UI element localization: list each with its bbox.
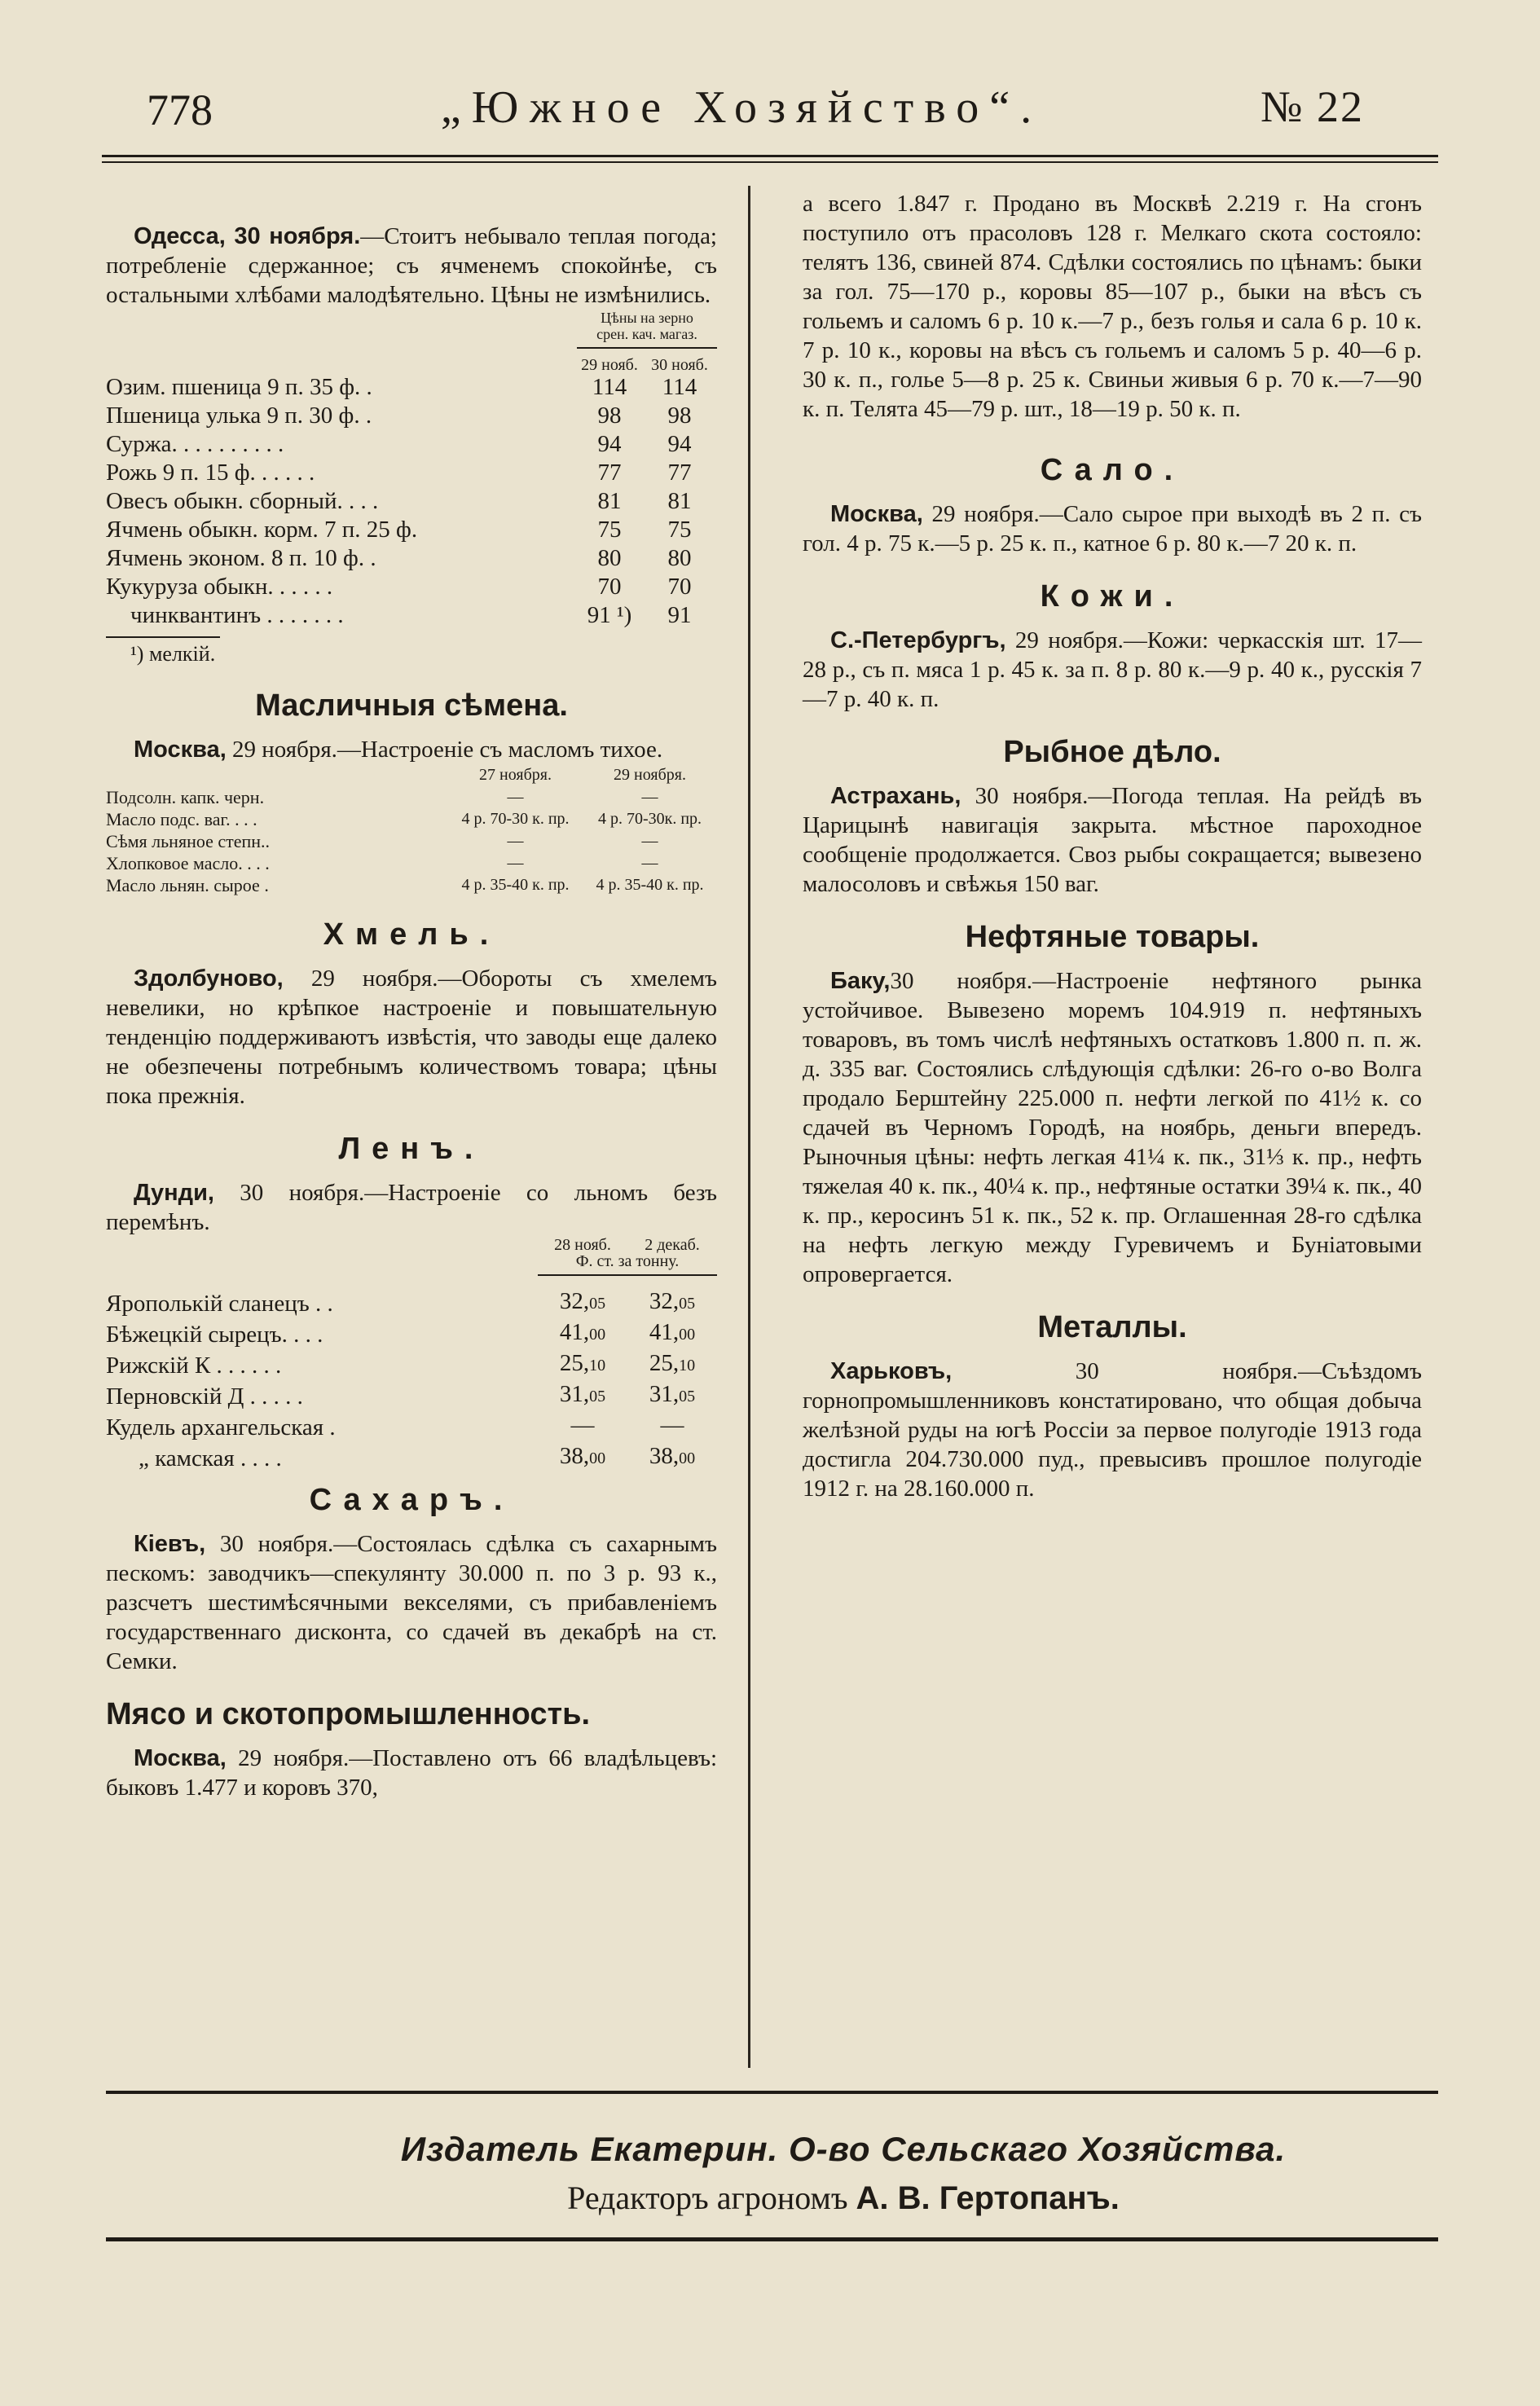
- table-row: Хлопковое масло. . . . — —: [106, 853, 658, 873]
- table-row: Ячмень обыкн. корм. 7 п. 25 ф. 75 75: [106, 517, 692, 543]
- table-row: Перновскій Д . . . . . 31,05 31,05: [106, 1381, 696, 1410]
- table-row: Ярополькій сланецъ . . 32,05 32,05: [106, 1288, 696, 1317]
- footnote-rule: [106, 636, 220, 638]
- heading-sugar: Сахаръ.: [309, 1483, 514, 1517]
- left-column: [106, 189, 717, 1802]
- odessa-col-caption-1: Цѣны на зерно: [601, 310, 693, 326]
- journal-title: „Южное Хозяйство“.: [440, 82, 1043, 133]
- header-rule-top: [102, 155, 1438, 157]
- odessa-grain-table: [106, 310, 717, 630]
- heading-oil: Нефтяные товары.: [965, 920, 1260, 954]
- oilseeds-date-1: 27 ноября.: [479, 766, 552, 784]
- flax-date-2: 2 декаб.: [645, 1236, 700, 1254]
- footnote: ¹) мелкій.: [130, 642, 216, 666]
- table-row: Кукуруза обыкн. . . . . . 70 70: [106, 574, 692, 600]
- odessa-col-caption-2: срен. кач. магаз.: [596, 326, 697, 342]
- footer-rule-bottom: [106, 2237, 1438, 2241]
- table-row: Суржа. . . . . . . . . . 94 94: [106, 431, 692, 457]
- publisher-line: Издатель Екатерин. О-во Сельскаго Хозяйства.: [400, 2130, 1287, 2168]
- heading-metals: Металлы.: [1037, 1310, 1187, 1344]
- table-row: Бѣжецкій сырецъ. . . . 41,00 41,00: [106, 1319, 696, 1348]
- oilseeds-table: [106, 764, 717, 896]
- lard-report: Москва, 29 ноября.—Сало сырое при выходѣ въ 2 п. съ гол. 4 р. 75 к.—5 р. 25 к. п., катное 6 р. 80 к.—7 20 к. п.: [803, 501, 1422, 556]
- metals-report: Харьковъ, 30 ноября.—Съѣздомъ горнопромышленниковъ констатировано, что общая добыча желѣзной руды на югѣ Россіи за первое полугодіе 1913 года достигла 204.730.000 пуд., превысивъ прошлое полугодіе 1912 г. на 28.160.000 п.: [803, 1358, 1423, 1502]
- heading-lard: Сало.: [1040, 453, 1185, 487]
- table-row: Рижскій К . . . . . . 25,10 25,10: [106, 1350, 696, 1379]
- right-column: [803, 189, 1422, 1503]
- page-number: 778: [147, 86, 213, 134]
- heading-fish: Рыбное дѣло.: [1003, 735, 1221, 769]
- odessa-date-2: 30 нояб.: [651, 356, 708, 374]
- odessa-report: Одесса, 30 ноября.—Стоитъ небывало теплая погода; потребленіе сдержанное; съ ячменемъ спокойнѣе, съ остальными хлѣбами малодѣятельно. Цѣны не измѣнились.: [106, 223, 717, 308]
- column-divider: [748, 186, 750, 2068]
- table-row: Сѣмя льняное степн.. — —: [106, 831, 658, 851]
- flax-table: [106, 1237, 717, 1473]
- flax-date-1: 28 нояб.: [554, 1236, 611, 1254]
- oil-report: Баку,30 ноября.—Настроеніе нефтяного рынка устойчивое. Вывезено моремъ 104.919 п. нефтяныхъ товаровъ, въ томъ числѣ нефтяныхъ остатковъ 1.800 п. п. ж. д. 335 ваг. Состоялись слѣдующія сдѣлки: 26-го о-во Волга продало Берштейну 225.000 п. нефти легкой по 41½ к. со сдачей въ Черномъ Городѣ, на ноябрь, деньги впередъ. Рыночныя цѣны: нефть легкая 41¼ к. пк., 31⅓ к. пр., нефть тяжелая 40 к. пк., 40¼ к. пр., нефтяные остатки 39¼ к. пк., 40 к. пр., керосинъ 51 к. пк., 52 к. пр. Оглашенная 28-го сдѣлка на нефть легкую между Гуревичемъ и Буніатовыми опровергается.: [803, 968, 1422, 1287]
- issue-number: № 22: [1260, 82, 1364, 131]
- fish-report: Астрахань, 30 ноября.—Погода теплая. На рейдѣ въ Царицынѣ навигація закрыта. мѣстное пароходное сообщеніе продолжается. Своз рыбы сокращается; вывезено малосоловъ и свѣжья 150 ваг.: [803, 783, 1423, 897]
- odessa-date-1: 29 нояб.: [581, 356, 638, 374]
- header-rule-bottom: [102, 161, 1438, 163]
- heading-hops: Хмель.: [323, 917, 500, 952]
- table-row: Подсолн. капк. черн. — —: [106, 787, 658, 807]
- table-row: Пшеница улька 9 п. 30 ф. . 98 98: [106, 402, 692, 429]
- heading-oilseeds: Масличныя сѣмена.: [255, 688, 568, 723]
- meat-report-continued: а всего 1.847 г. Продано въ Москвѣ 2.219 г. На сгонъ поступило отъ прасоловъ 128 г. Мелкаго скота состояло: телятъ 136, свиней 874. Сдѣлки состоялись по цѣнамъ: быки за гол. 75—170 р., коровы 85—107 р., быки на вѣсъ съ гольемъ и саломъ 6 р. 10 к.—7 р., безъ голья и сала 6 р. 10 к. 7 р. 10 к., коровы на вѣсъ съ гольемъ и саломъ 5 р. 40—6 р. 30 к. п., голье 5—8 р. 25 к. Свиньи живыя 6 р. 70 к.—7—90 к. п. Телята 45—79 р. шт., 18—19 р. 50 к. п.: [803, 191, 1422, 422]
- hides-report: С.-Петербургъ, 29 ноября.—Кожи: черкасскія шт. 17—28 р., съ п. мяса 1 р. 45 к. за п. 8 р. 80 к.—9 р. 40 к., русскія 7—7 р. 40 к. п.: [803, 627, 1422, 712]
- table-row: чинквантинъ . . . . . . . 91 ¹) 91: [130, 602, 692, 628]
- heading-meat: Мясо и скотопромышленность.: [106, 1697, 591, 1731]
- table-row: Ячмень эконом. 8 п. 10 ф. . 80 80: [106, 545, 692, 571]
- footer-rule-top: [106, 2091, 1438, 2094]
- table-row: Овесъ обыкн. сборный. . . . 81 81: [106, 488, 692, 514]
- table-row: Масло подс. ваг. . . . 4 р. 70-30 к. пр. 4 р. 70-30к. пр.: [106, 809, 702, 829]
- table-row: Озим. пшеница 9 п. 35 ф. . 114 114: [106, 374, 697, 400]
- editor-line: Редакторъ агрономъ А. В. Гертопанъ.: [567, 2179, 1120, 2216]
- table-row: „ камская . . . . 38,00 38,00: [139, 1443, 696, 1471]
- flax-report: Дунди, 30 ноября.—Настроеніе со льномъ безъ перемѣнъ.: [106, 1180, 717, 1235]
- page-header: [114, 75, 1369, 140]
- table-row: Рожь 9 п. 15 ф. . . . . . 77 77: [106, 460, 692, 486]
- heading-hides: Кожи.: [1040, 579, 1185, 614]
- flax-unit: Ф. ст. за тонну.: [575, 1252, 680, 1270]
- oilseeds-date-2: 29 ноября.: [614, 766, 686, 784]
- oilseeds-report: Москва, 29 ноября.—Настроеніе съ масломъ тихое.: [134, 737, 663, 763]
- table-row: Масло льнян. сырое . 4 р. 35-40 к. пр. 4 р. 35-40 к. пр.: [106, 875, 704, 895]
- sugar-report: Кіевъ, 30 ноября.—Состоялась сдѣлка съ сахарнымъ пескомъ: заводчикъ—спекулянту 30.000 п. по 3 р. 93 к., разсчетъ шестимѣсячными векселями, съ прибавленіемъ государственнаго дисконта, со сдачей въ декабрѣ на ст. Семки.: [106, 1531, 717, 1674]
- hops-report: Здолбуново, 29 ноября.—Обороты съ хмелемъ невелики, но крѣпкое настроеніе и повышательную тенденцію поддерживаютъ извѣстія, что заводы еще далеко не обезпечены потребнымъ количествомъ товара; цѣны пока прежнія.: [106, 965, 717, 1109]
- table-row: Кудель архангельская . — —: [106, 1412, 684, 1441]
- heading-flax: Ленъ.: [338, 1132, 485, 1166]
- meat-report: Москва, 29 ноября.—Поставлено отъ 66 владѣльцевъ: быковъ 1.477 и коровъ 370,: [106, 1745, 718, 1801]
